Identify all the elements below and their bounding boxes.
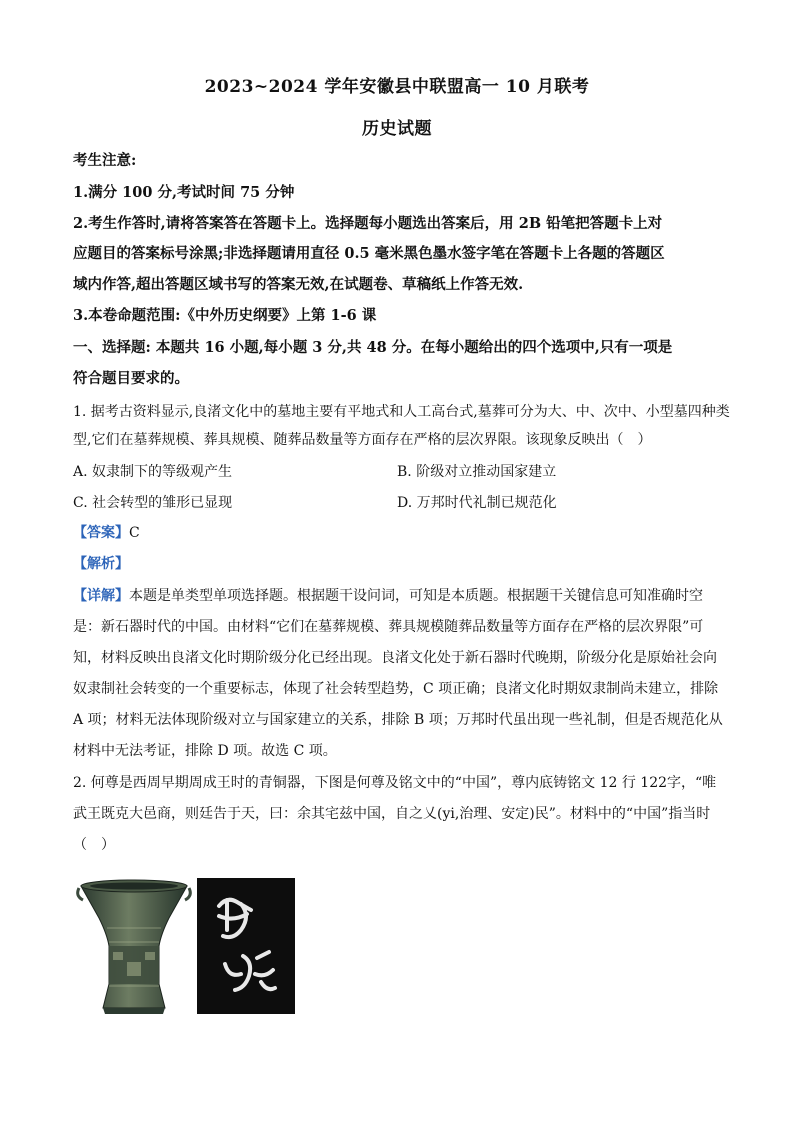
q1-stem-line-1: 1. 据考古资料显示,良渚文化中的墓地主要有平地式和人工高台式,墓葬可分为大、中、次中、小型墓四种类	[73, 404, 730, 420]
analysis-tag: 【解析】	[73, 556, 129, 572]
section-heading-line-1: 一、选择题: 本题共 16 小题,每小题 3 分,共 48 分。在每小题给出的四个选项中,只有一项是	[73, 339, 673, 356]
q1-detail-line-5: A 项；材料无法体现阶级对立与国家建立的关系，排除 B 项；万邦时代虽出现一些礼制，但是否规范化从	[73, 712, 723, 728]
q1-option-b: B. 阶级对立推动国家建立	[397, 464, 557, 480]
exam-title: 2023~2024 学年安徽县中联盟高一 10 月联考	[204, 77, 590, 97]
detail-text: 本题是单类型单项选择题。根据题干设问词，可知是本质题。根据题干关键信息可知准确时空	[129, 588, 703, 604]
q1-option-c: C. 社会转型的雏形已显现	[73, 495, 233, 511]
q1-detail-line-2: 是：新石器时代的中国。由材料“它们在墓葬规模、葬具规模随葬品数量等方面存在严格的层次界限”可	[73, 619, 704, 635]
q1-stem-line-2: 型,它们在墓葬规模、葬具规模、随葬品数量等方面存在严格的层次界限。该现象反映出（ ）	[73, 432, 652, 448]
notice-item-2-line-1: 2.考生作答时,请将答案答在答题卡上。选择题每小题选出答案后，用 2B 铅笔把答题卡上对	[73, 215, 663, 232]
section-heading-line-2: 符合题目要求的。	[73, 370, 189, 387]
q2-figure	[73, 876, 298, 1016]
q1-answer	[73, 523, 723, 543]
inscription-zhongguo-image	[197, 878, 295, 1014]
q2-stem-line-2: 武王既克大邑商，则廷告于天，曰：余其宅兹中国，自之乂(yi,治理、安定)民”。材料中的“中国”指当时	[73, 806, 711, 822]
he-zun-bronze-vessel-image	[73, 876, 195, 1016]
q1-detail-line-1	[73, 586, 723, 606]
notice-heading: 考生注意:	[73, 152, 137, 169]
notice-item-3: 3.本卷命题范围:《中外历史纲要》上第 1-6 课	[73, 307, 377, 324]
q2-stem-line-1: 2. 何尊是西周早期周成王时的青铜器，下图是何尊及铭文中的“中国”，尊内底铸铭文 12 行 122字，“唯	[73, 775, 717, 791]
q1-analysis	[73, 554, 723, 574]
notice-item-1: 1.满分 100 分,考试时间 75 分钟	[73, 184, 295, 201]
q1-detail-line-6: 材料中无法考证，排除 D 项。故选 C 项。	[73, 743, 337, 759]
q1-detail-line-3: 知，材料反映出良渚文化时期阶级分化已经出现。良渚文化处于新石器时代晚期，阶级分化是原始社会向	[73, 650, 717, 666]
answer-value: C	[129, 525, 140, 541]
q1-option-d: D. 万邦时代礼制已规范化	[397, 495, 557, 511]
q2-stem-line-3: （ ）	[73, 837, 115, 853]
exam-subtitle: 历史试题	[362, 119, 432, 139]
answer-tag: 【答案】	[73, 525, 129, 541]
q1-option-a: A. 奴隶制下的等级观产生	[73, 464, 233, 480]
detail-tag: 【详解】	[73, 588, 129, 604]
notice-item-2-line-3: 域内作答,超出答题区域书写的答案无效,在试题卷、草稿纸上作答无效.	[73, 276, 524, 293]
q1-detail-line-4: 奴隶制社会转变的一个重要标志，体现了社会转型趋势，C 项正确；良渚文化时期奴隶制尚未建立，排除	[73, 681, 719, 697]
notice-item-2-line-2: 应题目的答案标号涂黑;非选择题请用直径 0.5 毫米黑色墨水签字笔在答题卡上各题的答题区	[73, 245, 665, 262]
